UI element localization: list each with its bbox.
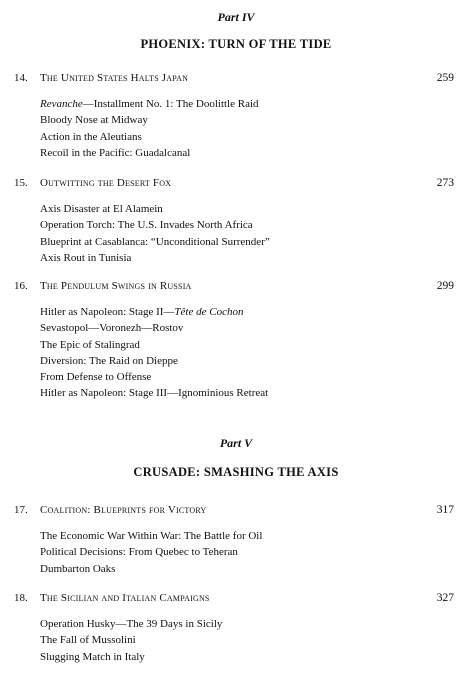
- part-label: Part V: [219, 436, 253, 450]
- section-item: Axis Rout in Tunisia: [40, 251, 132, 264]
- section-item: [40, 304, 454, 320]
- chapter-entry: [14, 280, 454, 402]
- section-item: Sevastopol—Voronezh—Rostov: [40, 322, 184, 335]
- section-text: Hitler as Napoleon: Stage II—: [40, 306, 175, 318]
- section-item: From Defense to Offense: [40, 371, 152, 384]
- chapter-number: 17.: [14, 504, 28, 516]
- chapter-page-number: 327: [436, 592, 454, 604]
- section-list: [14, 96, 454, 161]
- chapter-title: Coalition: Blueprints for Victory: [40, 504, 207, 516]
- section-item: Slugging Match in Italy: [40, 650, 145, 663]
- part-label: Part IV: [217, 10, 255, 24]
- section-item: Dumbarton Oaks: [40, 562, 116, 575]
- section-text: —Installment No. 1: The Doolittle Raid: [82, 98, 259, 110]
- section-italic: Tête de Cochon: [174, 306, 244, 318]
- section-item: Blueprint at Casablanca: “Unconditional Surrender”: [40, 235, 270, 248]
- chapter-page-number: 273: [436, 177, 454, 189]
- part-title: PHOENIX: TURN OF THE TIDE: [140, 37, 332, 51]
- part-title: CRUSADE: SMASHING THE AXIS: [133, 465, 339, 479]
- section-item: Diversion: The Raid on Dieppe: [40, 354, 178, 367]
- section-list: [14, 201, 454, 266]
- section-item: Hitler as Napoleon: Stage III—Ignominious Retreat: [40, 387, 269, 400]
- chapter-number: 18.: [14, 592, 28, 604]
- section-list: [14, 528, 454, 577]
- chapter-number: 16.: [14, 280, 28, 292]
- section-list: [14, 616, 454, 665]
- chapter-heading: [14, 280, 454, 296]
- chapter-entry: [14, 177, 454, 266]
- chapter-number: 15.: [14, 177, 28, 189]
- section-list: [14, 304, 454, 402]
- section-item: Bloody Nose at Midway: [40, 114, 148, 127]
- chapter-heading: [14, 177, 454, 193]
- section-item: The Fall of Mussolini: [40, 634, 136, 647]
- section-item: Recoil in the Pacific: Guadalcanal: [40, 146, 191, 159]
- chapter-title: Outwitting the Desert Fox: [40, 177, 172, 189]
- chapter-heading: [14, 72, 454, 88]
- chapter-heading: [14, 592, 454, 608]
- chapter-page-number: 299: [436, 280, 454, 292]
- section-item: [40, 96, 454, 112]
- chapter-entry: [14, 592, 454, 665]
- chapter-entry: [14, 72, 454, 161]
- chapter-title: The United States Halts Japan: [40, 72, 189, 84]
- chapter-number: 14.: [14, 72, 28, 84]
- section-item: Axis Disaster at El Alamein: [40, 203, 163, 215]
- section-item: Operation Husky—The 39 Days in Sicily: [40, 618, 223, 630]
- section-italic: Revanche: [40, 98, 83, 110]
- chapter-title: The Pendulum Swings in Russia: [40, 280, 192, 292]
- section-item: Political Decisions: From Quebec to Teheran: [40, 546, 238, 559]
- section-item: The Epic of Stalingrad: [40, 338, 140, 351]
- section-item: Operation Torch: The U.S. Invades North Africa: [40, 219, 253, 232]
- chapter-page-number: 259: [436, 72, 454, 84]
- chapter-page-number: 317: [436, 504, 454, 516]
- section-item: Action in the Aleutians: [40, 130, 142, 143]
- chapter-heading: [14, 504, 454, 520]
- chapter-title: The Sicilian and Italian Campaigns: [40, 592, 210, 604]
- chapter-entry: [14, 504, 454, 577]
- section-item: The Economic War Within War: The Battle for Oil: [40, 530, 263, 542]
